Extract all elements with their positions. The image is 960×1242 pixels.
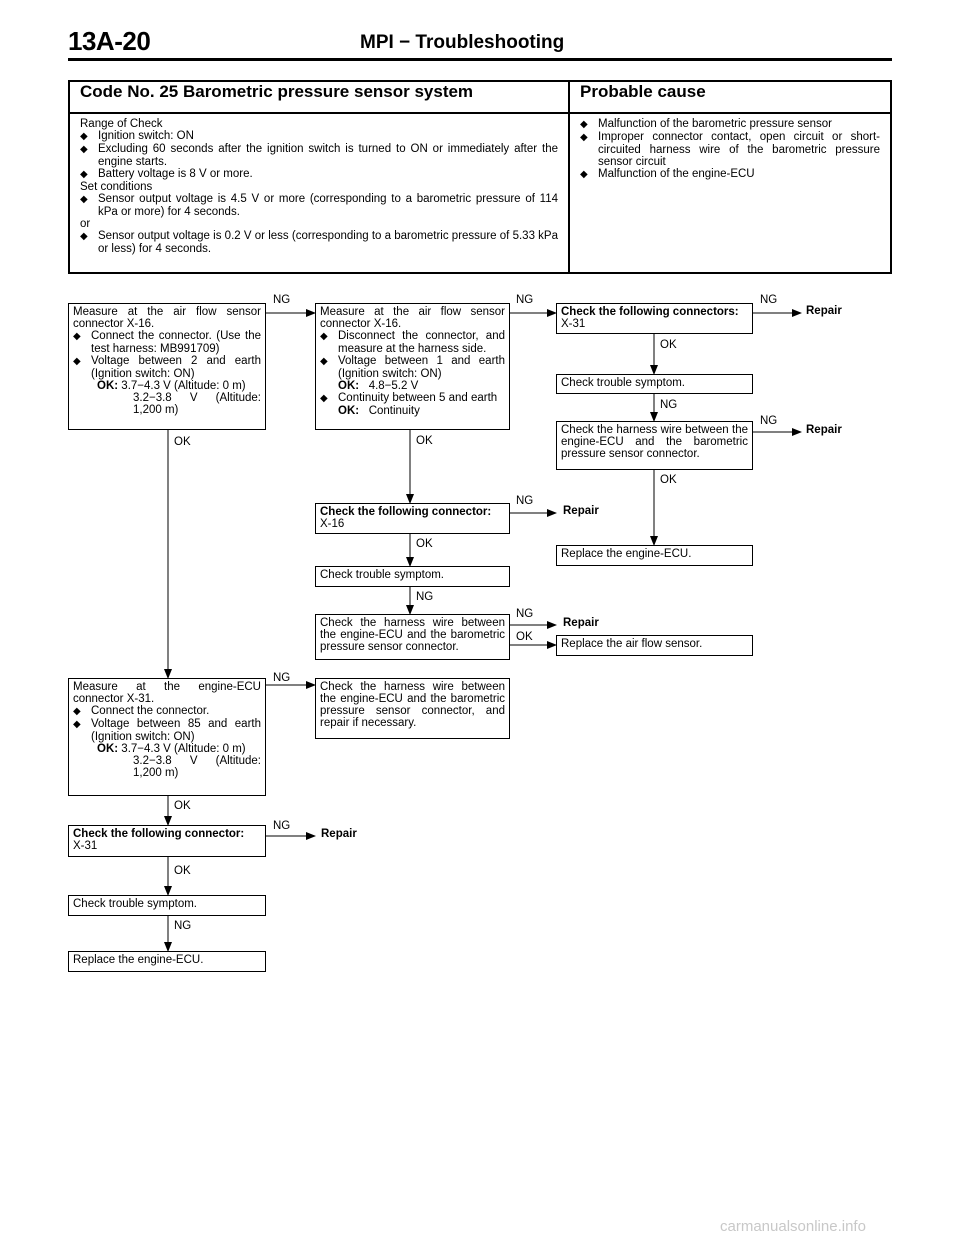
step-title: Check the following connectors:	[561, 306, 739, 318]
ok-value: 3.7−4.3 V (Altitude: 0 m)	[121, 743, 246, 755]
step-title: Check the following connector:	[73, 828, 245, 840]
cause-item: ◆ Malfunction of the barometric pressure sensor	[580, 118, 880, 131]
ok-label: OK	[174, 436, 191, 448]
flow-step-measure-af-sensor-voltage	[68, 303, 266, 430]
flow-step-replace-air-flow-sensor: Replace the air flow sensor.	[556, 635, 753, 656]
page-title: MPI − Troubleshooting	[360, 32, 565, 53]
flow-step-check-connector-x31	[68, 825, 266, 857]
ng-label: NG	[273, 820, 291, 832]
ng-label: NG	[416, 591, 434, 603]
repair-label: Repair	[806, 424, 842, 436]
flow-step-check-harness-ecu-sensor: Check the harness wire between the engine-ECU and the barometric pressure sensor connector.	[315, 614, 510, 660]
ng-label: NG	[273, 294, 291, 306]
ng-label: NG	[760, 294, 778, 306]
range-item: ◆ Excluding 60 seconds after the ignition switch is turned to ON or immediately after the engine starts.	[80, 143, 558, 168]
step-item: ◆ Disconnect the connector, and measure at the harness side.	[320, 330, 505, 355]
step-item: ◆ Connect the connector. (Use the test harness: MB991709)	[73, 330, 261, 355]
ok-label: OK	[516, 631, 533, 643]
cause-item: ◆ Improper connector contact, open circuit or short-circuited harness wire of the barometric pressure sensor circuit	[580, 131, 880, 168]
code-heading: Code No. 25 Barometric pressure sensor system	[69, 81, 569, 113]
or-text: or	[80, 218, 91, 230]
step-item: ◆ Voltage between 2 and earth (Ignition switch: ON)	[73, 355, 261, 380]
ok-label: OK	[174, 865, 191, 877]
flow-step-check-connector-x31	[556, 303, 753, 334]
cause-item: ◆ Malfunction of the engine-ECU	[580, 168, 880, 181]
watermark: carmanualsonline.info	[720, 1218, 866, 1235]
flow-step-check-harness-and-repair: Check the harness wire between the engine-ECU and the barometric pressure sensor connector, and repair if necessary.	[315, 678, 510, 739]
ok-label: OK:	[97, 743, 119, 755]
step-item: ◆ Connect the connector.	[73, 705, 261, 718]
step-title: Check the following connector:	[320, 506, 492, 518]
repair-label: Repair	[806, 305, 842, 317]
flow-step-measure-ecu-connector	[68, 678, 266, 796]
step-title: Measure at the air flow sensor connector X-16.	[73, 306, 261, 330]
ng-label: NG	[760, 415, 778, 427]
page-number: 13A-20	[68, 26, 151, 56]
step-title: Measure at the air flow sensor connector X-16.	[320, 306, 505, 330]
step-sub: X-16	[320, 518, 345, 530]
ng-label: NG	[174, 920, 192, 932]
ok-value: 3.7−4.3 V (Altitude: 0 m)	[121, 380, 246, 392]
flow-step-check-trouble-symptom: Check trouble symptom.	[556, 374, 753, 394]
repair-label: Repair	[321, 828, 357, 840]
flow-step-replace-ecu: Replace the engine-ECU.	[556, 545, 753, 566]
repair-label: Repair	[563, 505, 599, 517]
range-heading: Range of Check	[80, 118, 163, 130]
flow-step-replace-ecu: Replace the engine-ECU.	[68, 951, 266, 972]
range-item: ◆ Ignition switch: ON	[80, 130, 558, 143]
set-item: ◆ Sensor output voltage is 4.5 V or more (corresponding to a barometric pressure of 114 kPa or more) for 4 seconds.	[80, 193, 558, 218]
ok-label: OK	[660, 339, 677, 351]
ng-label: NG	[660, 399, 678, 411]
step-item: ◆ Voltage between 85 and earth (Ignition switch: ON)	[73, 718, 261, 743]
flow-step-check-trouble-symptom: Check trouble symptom.	[315, 566, 510, 587]
ng-label: NG	[273, 672, 291, 684]
set-item: ◆ Sensor output voltage is 0.2 V or less (corresponding to a barometric pressure of 5.33 kPa or less) for 4 seconds.	[80, 230, 558, 255]
ng-label: NG	[516, 608, 534, 620]
flow-step-check-connector-x16	[315, 503, 510, 534]
ng-label: NG	[516, 495, 534, 507]
ok-label: OK	[660, 474, 677, 486]
step-sub: X-31	[561, 318, 586, 330]
step-title: Measure at the engine-ECU connector X-31.	[73, 681, 261, 705]
range-item: ◆ Battery voltage is 8 V or more.	[80, 168, 558, 181]
ng-label: NG	[516, 294, 534, 306]
flow-step-check-harness-ecu-sensor: Check the harness wire between the engine-ECU and the barometric pressure sensor connector.	[556, 421, 753, 470]
repair-label: Repair	[563, 617, 599, 629]
ok-value: 3.2−3.8 V (Altitude: 1,200 m)	[133, 755, 261, 779]
flow-step-measure-af-sensor-harness	[315, 303, 510, 430]
step-item: ◆ Continuity between 5 and earth	[320, 392, 505, 405]
ok-label: OK:	[97, 380, 119, 392]
flow-step-check-trouble-symptom: Check trouble symptom.	[68, 895, 266, 916]
ok-label: OK	[174, 800, 191, 812]
cause-heading: Probable cause	[569, 81, 891, 113]
set-heading: Set conditions	[80, 181, 153, 193]
step-sub: X-31	[73, 840, 98, 852]
step-item: ◆ Voltage between 1 and earth (Ignition switch: ON)	[320, 355, 505, 380]
ok-value: 3.2−3.8 V (Altitude: 1,200 m)	[133, 392, 261, 416]
ok-value: Continuity	[368, 405, 420, 417]
ok-value: 4.8−5.2 V	[368, 380, 419, 392]
ok-label: OK:	[338, 405, 360, 417]
ok-label: OK:	[338, 380, 360, 392]
ok-label: OK	[416, 435, 433, 447]
ok-label: OK	[416, 538, 433, 550]
